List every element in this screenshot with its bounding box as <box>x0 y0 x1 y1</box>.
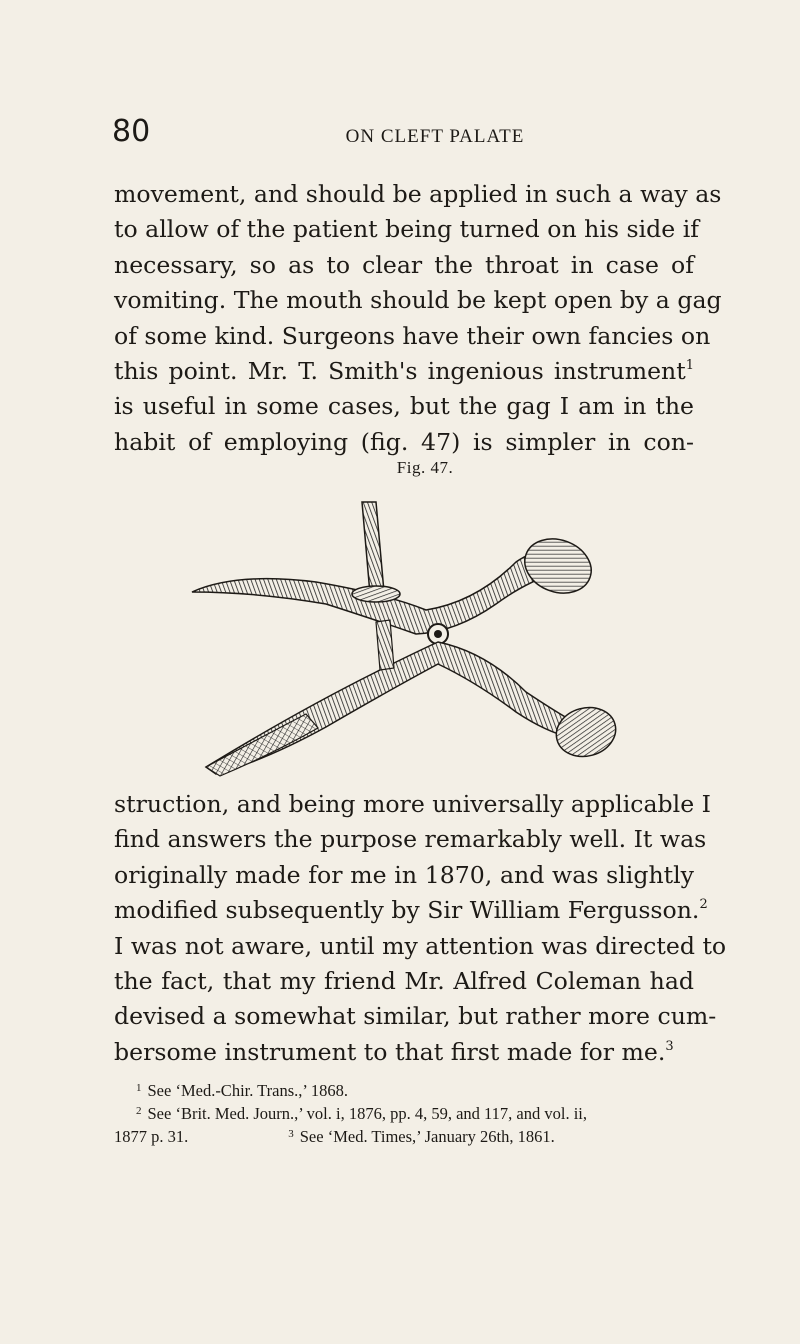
footnote-1 <box>114 1078 694 1101</box>
text-line: originally made for me in 1870, and was slightly <box>114 860 694 889</box>
footnote-ref-3[interactable]: 3 <box>665 1038 674 1054</box>
upper-pad <box>517 530 599 602</box>
text-line: find answers the purpose remarkably well. It was <box>114 825 707 854</box>
text-line: devised a somewhat similar, but rather more cum- <box>114 1002 717 1031</box>
text-line: to allow of the patient being turned on his side if <box>114 215 700 244</box>
footnote-2 <box>114 1101 694 1124</box>
text-line-with-footnote <box>114 354 694 389</box>
text-line-content: this point. Mr. T. Smith's ingenious instrument <box>114 357 686 386</box>
text-line: necessary, so as to clear the throat in case of <box>114 250 694 279</box>
ratchet <box>376 620 394 670</box>
text-line: the fact, that my friend Mr. Alfred Coleman had <box>114 967 694 996</box>
text-line-with-footnote <box>114 893 708 928</box>
footnote-ref-2[interactable]: 2 <box>699 897 708 913</box>
text-line-content: bersome instrument to that first made for me. <box>114 1037 666 1066</box>
screw-rod <box>362 502 384 594</box>
text-line: struction, and being more universally applicable I <box>114 790 711 818</box>
mouth-gag-illustration <box>176 492 636 782</box>
text-line: vomiting. The mouth should be kept open by a gag <box>114 286 722 315</box>
footnote-text: See ‘Med.-Chir. Trans.,’ 1868. <box>147 1081 348 1100</box>
footnotes <box>114 1078 694 1147</box>
figure-caption: Fig. 47. <box>396 458 454 477</box>
paragraph-2 <box>114 787 727 1070</box>
text-line-content: modified subsequently by Sir William Fergusson. <box>114 896 700 925</box>
text-line: is useful in some cases, but the gag I am in the <box>114 392 694 421</box>
paragraph-1 <box>114 177 722 460</box>
text-line-with-footnote <box>114 1035 694 1070</box>
footnote-text: See ‘Brit. Med. Journ.,’ vol. i, 1876, pp. 4, 59, and 117, and vol. ii, <box>147 1104 587 1123</box>
footnote-2-continued <box>114 1124 694 1147</box>
footnote-mark: 1 <box>136 1082 142 1094</box>
running-head: ON CLEFT PALATE <box>345 126 525 147</box>
text-line: of some kind. Surgeons have their own fancies on <box>114 321 711 350</box>
footnote-text: 1877 p. 31. <box>114 1127 189 1146</box>
text-line: habit of employing (fig. 47) is simpler in con- <box>114 427 694 456</box>
page-number: 80 <box>112 114 151 149</box>
footnote-ref-1[interactable]: 1 <box>685 358 694 374</box>
text-line: movement, and should be applied in such a way as <box>114 180 722 208</box>
text-line: I was not aware, until my attention was directed to <box>114 931 727 960</box>
footnote-text: See ‘Med. Times,’ January 26th, 1861. <box>299 1127 555 1146</box>
footnote-mark: 3 <box>288 1128 294 1140</box>
footnote-mark: 2 <box>136 1105 142 1117</box>
handle-grip <box>206 714 318 776</box>
screw-nut <box>352 586 400 602</box>
lower-pad <box>551 701 621 763</box>
